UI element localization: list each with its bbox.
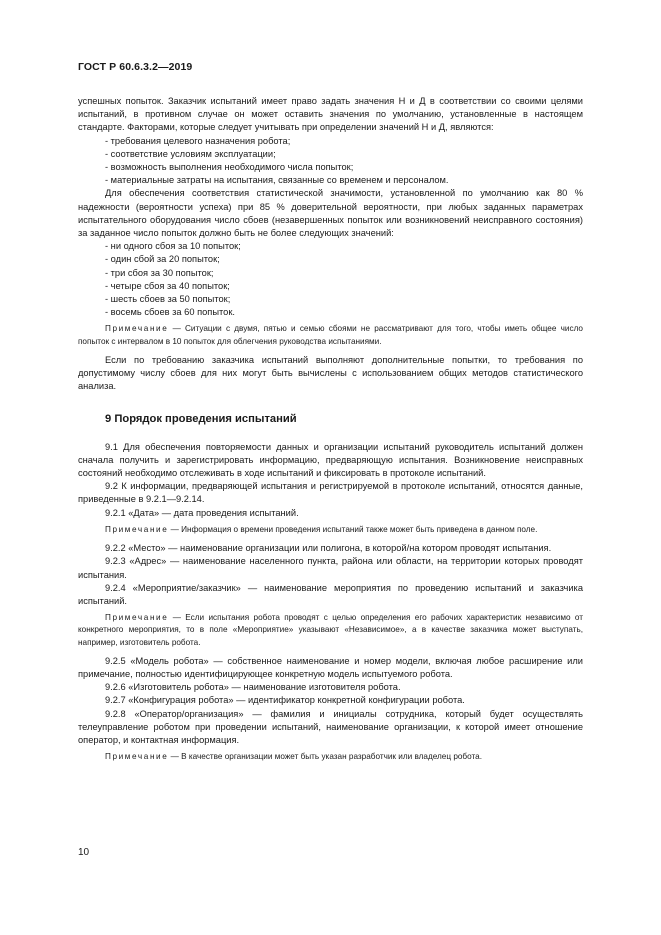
note-text: — Информация о времени проведения испытаний также может быть приведена в данном поле.	[168, 524, 538, 534]
note-text: — Ситуации с двумя, пятью и семью сбоями не рассматривают для того, чтобы иметь общее число попыток с интервалом в 10 попыток для облегчения руководства испытаниями.	[78, 324, 583, 346]
paragraph: Для обеспечения соответствия статистической значимости, установленной по умолчанию как 80 % надежности (вероятности успеха) при 85 % доверительной вероятности, при любых заданных параметрах испытательного оборудования число сбоев (незавершенных попыток или возникновений неисправного состояния) за заданное число попыток должно быть не более следующих значений:	[78, 188, 583, 239]
paragraph: 9.2.3 «Адрес» — наименование населенного пункта, района или области, на территории которых проводят испытания.	[78, 556, 583, 580]
note	[78, 751, 583, 763]
list-item: - восемь сбоев за 60 попыток.	[105, 307, 235, 318]
paragraph: 9.2.4 «Мероприятие/заказчик» — наименование мероприятия по проведению испытаний и заказчика испытаний.	[78, 582, 583, 606]
list-item: - шесть сбоев за 50 попыток;	[105, 294, 231, 305]
note	[78, 323, 583, 347]
note-label: Примечание	[105, 613, 169, 623]
document-body	[78, 95, 583, 769]
standard-header: ГОСТ Р 60.6.3.2—2019	[78, 61, 193, 73]
list-item: - материальные затраты на испытания, связанные со временем и персоналом.	[105, 175, 449, 186]
note-text: — Если испытания робота проводят с целью определения его рабочих характеристик независимо от конкретного мероприятия, то в поле «Мероприятие» указывают «Независимое», а в качестве заказчика может выступать, например, изготовитель робота.	[78, 613, 583, 647]
list-item: - возможность выполнения необходимого числа попыток;	[105, 162, 354, 173]
list-item: - ни одного сбоя за 10 попыток;	[105, 241, 241, 252]
page-number: 10	[78, 847, 90, 858]
list-item: - один сбой за 20 попыток;	[105, 254, 220, 265]
list-item: - соответствие условиям эксплуатации;	[105, 148, 276, 159]
paragraph: 9.2.5 «Модель робота» — собственное наименование и номер модели, включая любое расширение или примечание, полностью идентифицирующее конкретную модель испытуемого робота.	[78, 655, 583, 679]
note	[78, 524, 583, 536]
paragraph: Если по требованию заказчика испытаний выполняют дополнительные попытки, то требования по допустимому числу сбоев для них могут быть вычислены с использованием общих методов статистического анализа.	[78, 354, 583, 392]
list-item: - три сбоя за 30 попыток;	[105, 267, 214, 278]
note-label: Примечание	[105, 324, 169, 334]
paragraph: 9.2.7 «Конфигурация робота» — идентификатор конкретной конфигурации робота.	[105, 695, 465, 706]
note-text: — В качестве организации может быть указан разработчик или владелец робота.	[168, 752, 482, 762]
paragraph: 9.2.2 «Место» — наименование организации или полигона, в которой/на котором проводят испытания.	[105, 543, 552, 554]
list-item: - четыре сбоя за 40 попыток;	[105, 280, 230, 291]
list-item: - требования целевого назначения робота;	[105, 135, 291, 146]
note-label: Примечание	[105, 524, 169, 534]
note-label: Примечание	[105, 752, 169, 762]
paragraph: 9.2.8 «Оператор/организация» — фамилия и инициалы сотрудника, который будет осуществлять телеуправление роботом при проведении испытаний, наименование организации, к которой имеет отношение оператор, и контактная информация.	[78, 708, 583, 745]
section-heading: 9 Порядок проведения испытаний	[105, 413, 297, 426]
paragraph: 9.2.1 «Дата» — дата проведения испытаний.	[105, 507, 299, 518]
note	[78, 612, 583, 649]
paragraph: 9.2 К информации, предваряющей испытания и регистрируемой в протоколе испытаний, относятся данные, приведенные в 9.2.1—9.2.14.	[78, 481, 583, 505]
paragraph: 9.2.6 «Изготовитель робота» — наименование изготовителя робота.	[105, 682, 401, 693]
paragraph: успешных попыток. Заказчик испытаний имеет право задать значения Н и Д в соответствии со своими целями испытаний, в противном случае он может оставить значения по умолчанию, установленные в настоящем стандарте. Факторами, которые следует учитывать при определении значений Н и Д, являются:	[78, 96, 583, 133]
paragraph: 9.1 Для обеспечения повторяемости данных и организации испытаний руководитель испытаний должен сначала получить и зарегистрировать информацию, предваряющую испытания. Возникновение неисправных состояний необходимо отслеживать в ходе испытаний и фиксировать в протоколе испытаний.	[78, 441, 583, 479]
